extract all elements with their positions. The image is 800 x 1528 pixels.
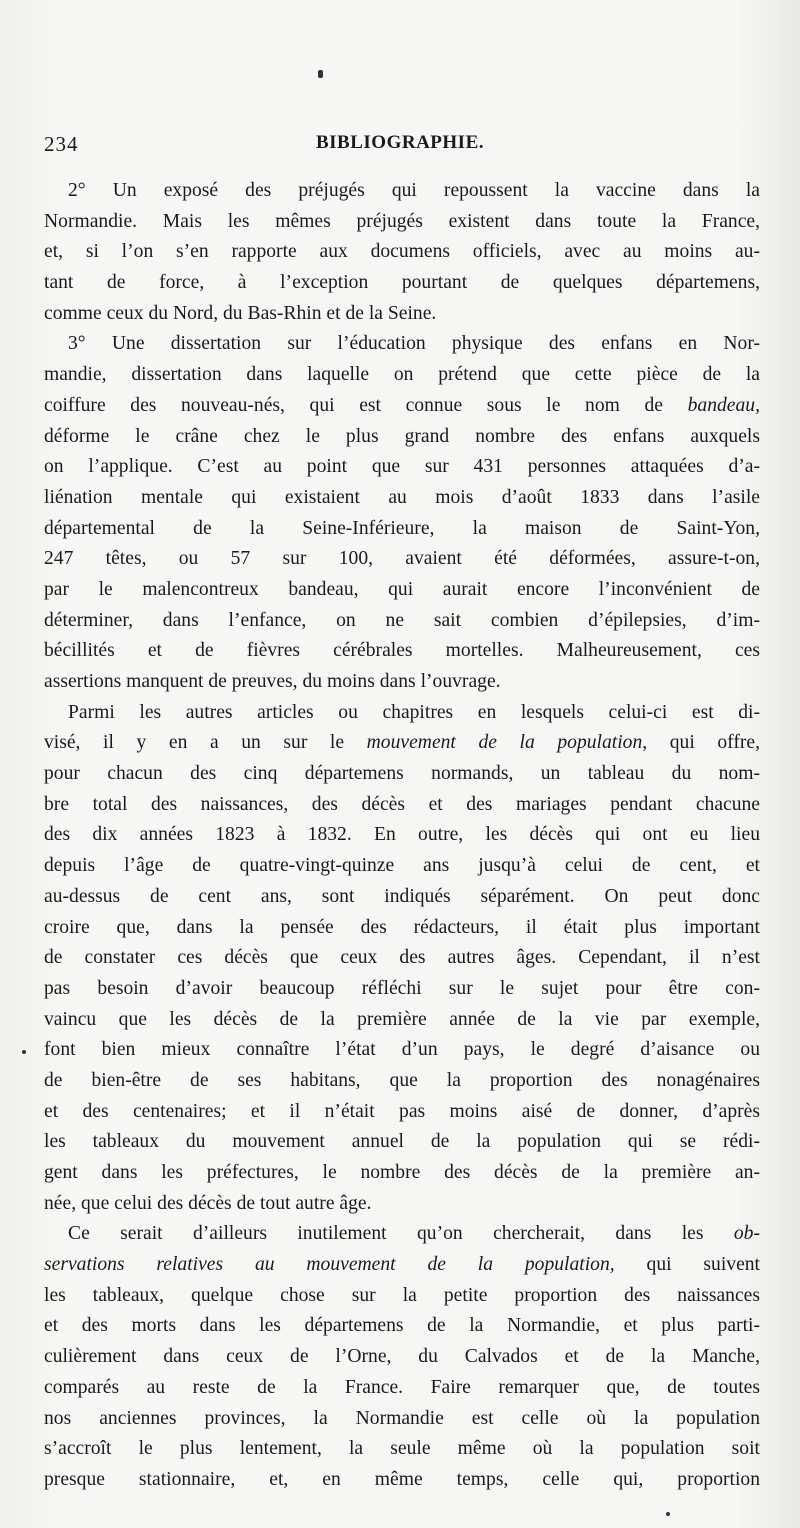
text-line: 247 têtes, ou 57 sur 100, avaient été déformées, assure-t-on, [44,548,760,570]
text-line: comparés au reste de la France. Faire remarquer que, de toutes [44,1376,760,1398]
text-line: nos anciennes provinces, la Normandie est celle où la population [44,1407,760,1429]
ink-speck [666,1512,670,1516]
text-line: au-dessus de cent ans, sont indiqués séparément. On peut donc [44,885,760,907]
text-line: Ce serait d’ailleurs inutilement qu’on chercherait, dans les ob- [68,1223,760,1245]
text-line: s’accroît le plus lentement, la seule même où la population soit [44,1438,760,1460]
text-line: et des morts dans les départemens de la Normandie, et plus parti- [44,1315,760,1337]
text-line: visé, il y en a un sur le mouvement de la population, qui offre, [44,732,760,754]
text-line: départemental de la Seine-Inférieure, la maison de Saint-Yon, [44,517,760,539]
text-line: gent dans les préfectures, le nombre des décès de la première an- [44,1162,760,1183]
text-line: culièrement dans ceux de l’Orne, du Calvados et de la Manche, [44,1346,760,1368]
text-line: vaincu que les décès de la première année de la vie par exemple, [44,1008,760,1030]
text-line: pas besoin d’avoir beaucoup réfléchi sur le sujet pour être con- [44,977,760,999]
text-line: tant de force, à l’exception pourtant de quelques départemens, [44,272,760,294]
text-line: coiffure des nouveau-nés, qui est connue sous le nom de bandeau, [44,394,760,416]
text-line: par le malencontreux bandeau, qui aurait encore l’inconvénient de [44,578,760,600]
text-line: déforme le crâne chez le plus grand nombre des enfans auxquels [44,425,760,447]
page-number: 234 [44,132,79,156]
italic-term: bandeau, [687,394,760,416]
text-line: et des centenaires; et il n’était pas moins aisé de donner, d’après [44,1100,760,1122]
text-line: 2° Un exposé des préjugés qui repoussent la vaccine dans la [68,180,760,201]
text-line: les tableaux, quelque chose sur la petite proportion des naissances [44,1284,760,1306]
ink-speck [22,1050,26,1054]
text-line: pour chacun des cinq départemens normands, un tableau du nom- [44,763,760,785]
body-text [44,176,760,1496]
text-line: de bien-être de ses habitans, que la proportion des nonagénaires [44,1069,760,1091]
text-line: de constater ces décès que ceux des autres âges. Cependant, il n’est [44,947,760,969]
text-line: des dix années 1823 à 1832. En outre, les décès qui ont eu lieu [44,824,760,846]
text-line: depuis l’âge de quatre-vingt-quinze ans jusqu’à celui de cent, et [44,855,760,877]
text-line: Parmi les autres articles ou chapitres en lesquels celui-ci est di- [68,701,760,723]
italic-term: ob- [733,1223,760,1245]
text-line: déterminer, dans l’enfance, on ne sait combien d’épilepsies, d’im- [44,609,760,631]
italic-term: servations relatives au mouvement de la population, [44,1254,615,1276]
text-line: Normandie. Mais les mêmes préjugés existent dans toute la France, [44,210,760,232]
text-line: bécillités et de fièvres cérébrales mortelles. Malheureusement, ces [44,640,760,662]
text-line: bre total des naissances, des décès et des mariages pendant chacune [44,793,760,815]
text-line: font bien mieux connaître l’état d’un pays, le degré d’aisance ou [44,1039,760,1061]
text-line: assertions manquent de preuves, du moins dans l’ouvrage. [44,671,501,692]
text-line: 3° Une dissertation sur l’éducation physique des enfans en Nor- [68,333,760,355]
text-line: comme ceux du Nord, du Bas-Rhin et de la Seine. [44,302,437,324]
text-line: on l’applique. C’est au point que sur 431 personnes attaquées d’a- [44,456,760,478]
text-line: les tableaux du mouvement annuel de la population qui se rédi- [44,1131,760,1153]
text-line: née, que celui des décès de tout autre âge. [44,1192,372,1214]
text-line: presque stationnaire, et, en même temps, celle qui, proportion [44,1468,760,1490]
text-line: liénation mentale qui existaient au mois d’août 1833 dans l’asile [44,486,760,508]
page-header [44,132,756,162]
italic-term: mouvement de la population [366,732,643,754]
ink-speck [318,70,323,78]
text-line: mandie, dissertation dans laquelle on prétend que cette pièce de la [44,364,760,386]
text-line: et, si l’on s’en rapporte aux documens officiels, avec au moins au- [44,241,760,263]
text-line: croire que, dans la pensée des rédacteurs, il était plus important [44,916,760,938]
running-head: BIBLIOGRAPHIE. [315,132,484,153]
text-line: servations relatives au mouvement de la population, qui suivent [44,1254,760,1276]
